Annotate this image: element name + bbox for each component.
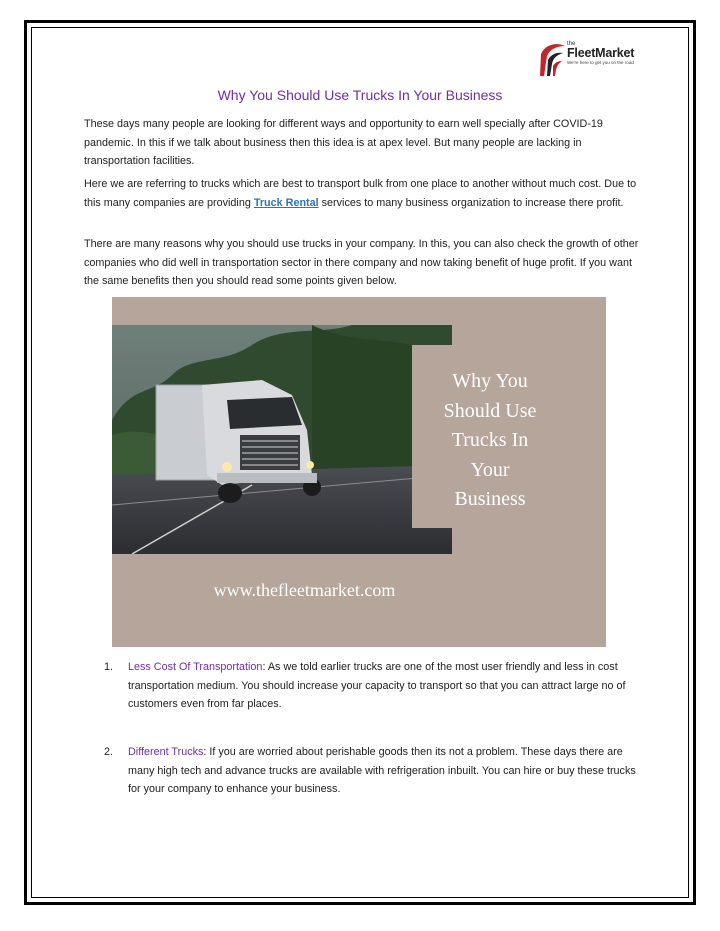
paragraph-reasons: There are many reasons why you should use trucks in your company. In this, you can also check the growth of other companies who did well in transportation sector in there company and now taking benefit of huge profit. If you want the same benefits then you should read some points given below. <box>84 238 639 287</box>
list-item-number: 1. <box>104 661 114 673</box>
fleetmarket-logo <box>537 40 643 80</box>
hero-text-box <box>412 345 568 528</box>
logo-small-text: the <box>567 41 576 47</box>
hero-website-url: www.thefleetmarket.com <box>213 580 396 600</box>
hero-heading <box>412 367 568 515</box>
paragraph-intro: These days many people are looking for different ways and opportunity to earn well specially after COVID-19 pandemic. In this if we talk about business then this idea is at apex level. But many people are lacking in transportation facilities. <box>84 118 603 167</box>
hero-heading-line: Business <box>454 488 526 510</box>
paragraph-truck-rental-before: Here we are referring to trucks which are best to transport bulk from one place to another without much cost. Due to this many companies are providing <box>84 178 637 209</box>
hero-heading-line: Trucks In <box>451 429 529 451</box>
hero-banner-image <box>112 297 606 647</box>
hero-heading-line: Your <box>470 458 510 481</box>
list-item-heading: Less Cost Of Transportation <box>128 661 263 673</box>
list-item-number: 2. <box>104 746 114 758</box>
article-title: Why You Should Use Trucks In Your Business <box>217 87 503 103</box>
list-item-heading: Different Trucks <box>128 746 204 758</box>
hero-heading-line: Should Use <box>443 399 537 422</box>
logo-tagline: We're here to get you on the road <box>567 59 634 65</box>
fleetmarket-logo-icon <box>537 40 567 78</box>
hero-heading-line: Why You <box>452 370 528 392</box>
paragraph-truck-rental-after: services to many business organization to increase there profit. <box>318 196 624 209</box>
list-item-body: : As we told earlier trucks are one of the most user friendly and less in cost transportation medium. You should increase your capacity to transport so that you can attract large no of customers even from far places. <box>128 661 626 710</box>
paragraph-truck-rental <box>84 175 644 212</box>
truck-photo <box>112 325 452 554</box>
logo-name: FleetMarket <box>567 46 635 60</box>
list-item-body: : If you are worried about perishable goods then its not a problem. These days there are many high tech and advance trucks are available with refrigeration inbuilt. You can hire or buy these trucks for your company to enhance your business. <box>128 746 636 795</box>
truck-rental-link[interactable]: Truck Rental <box>253 196 319 209</box>
